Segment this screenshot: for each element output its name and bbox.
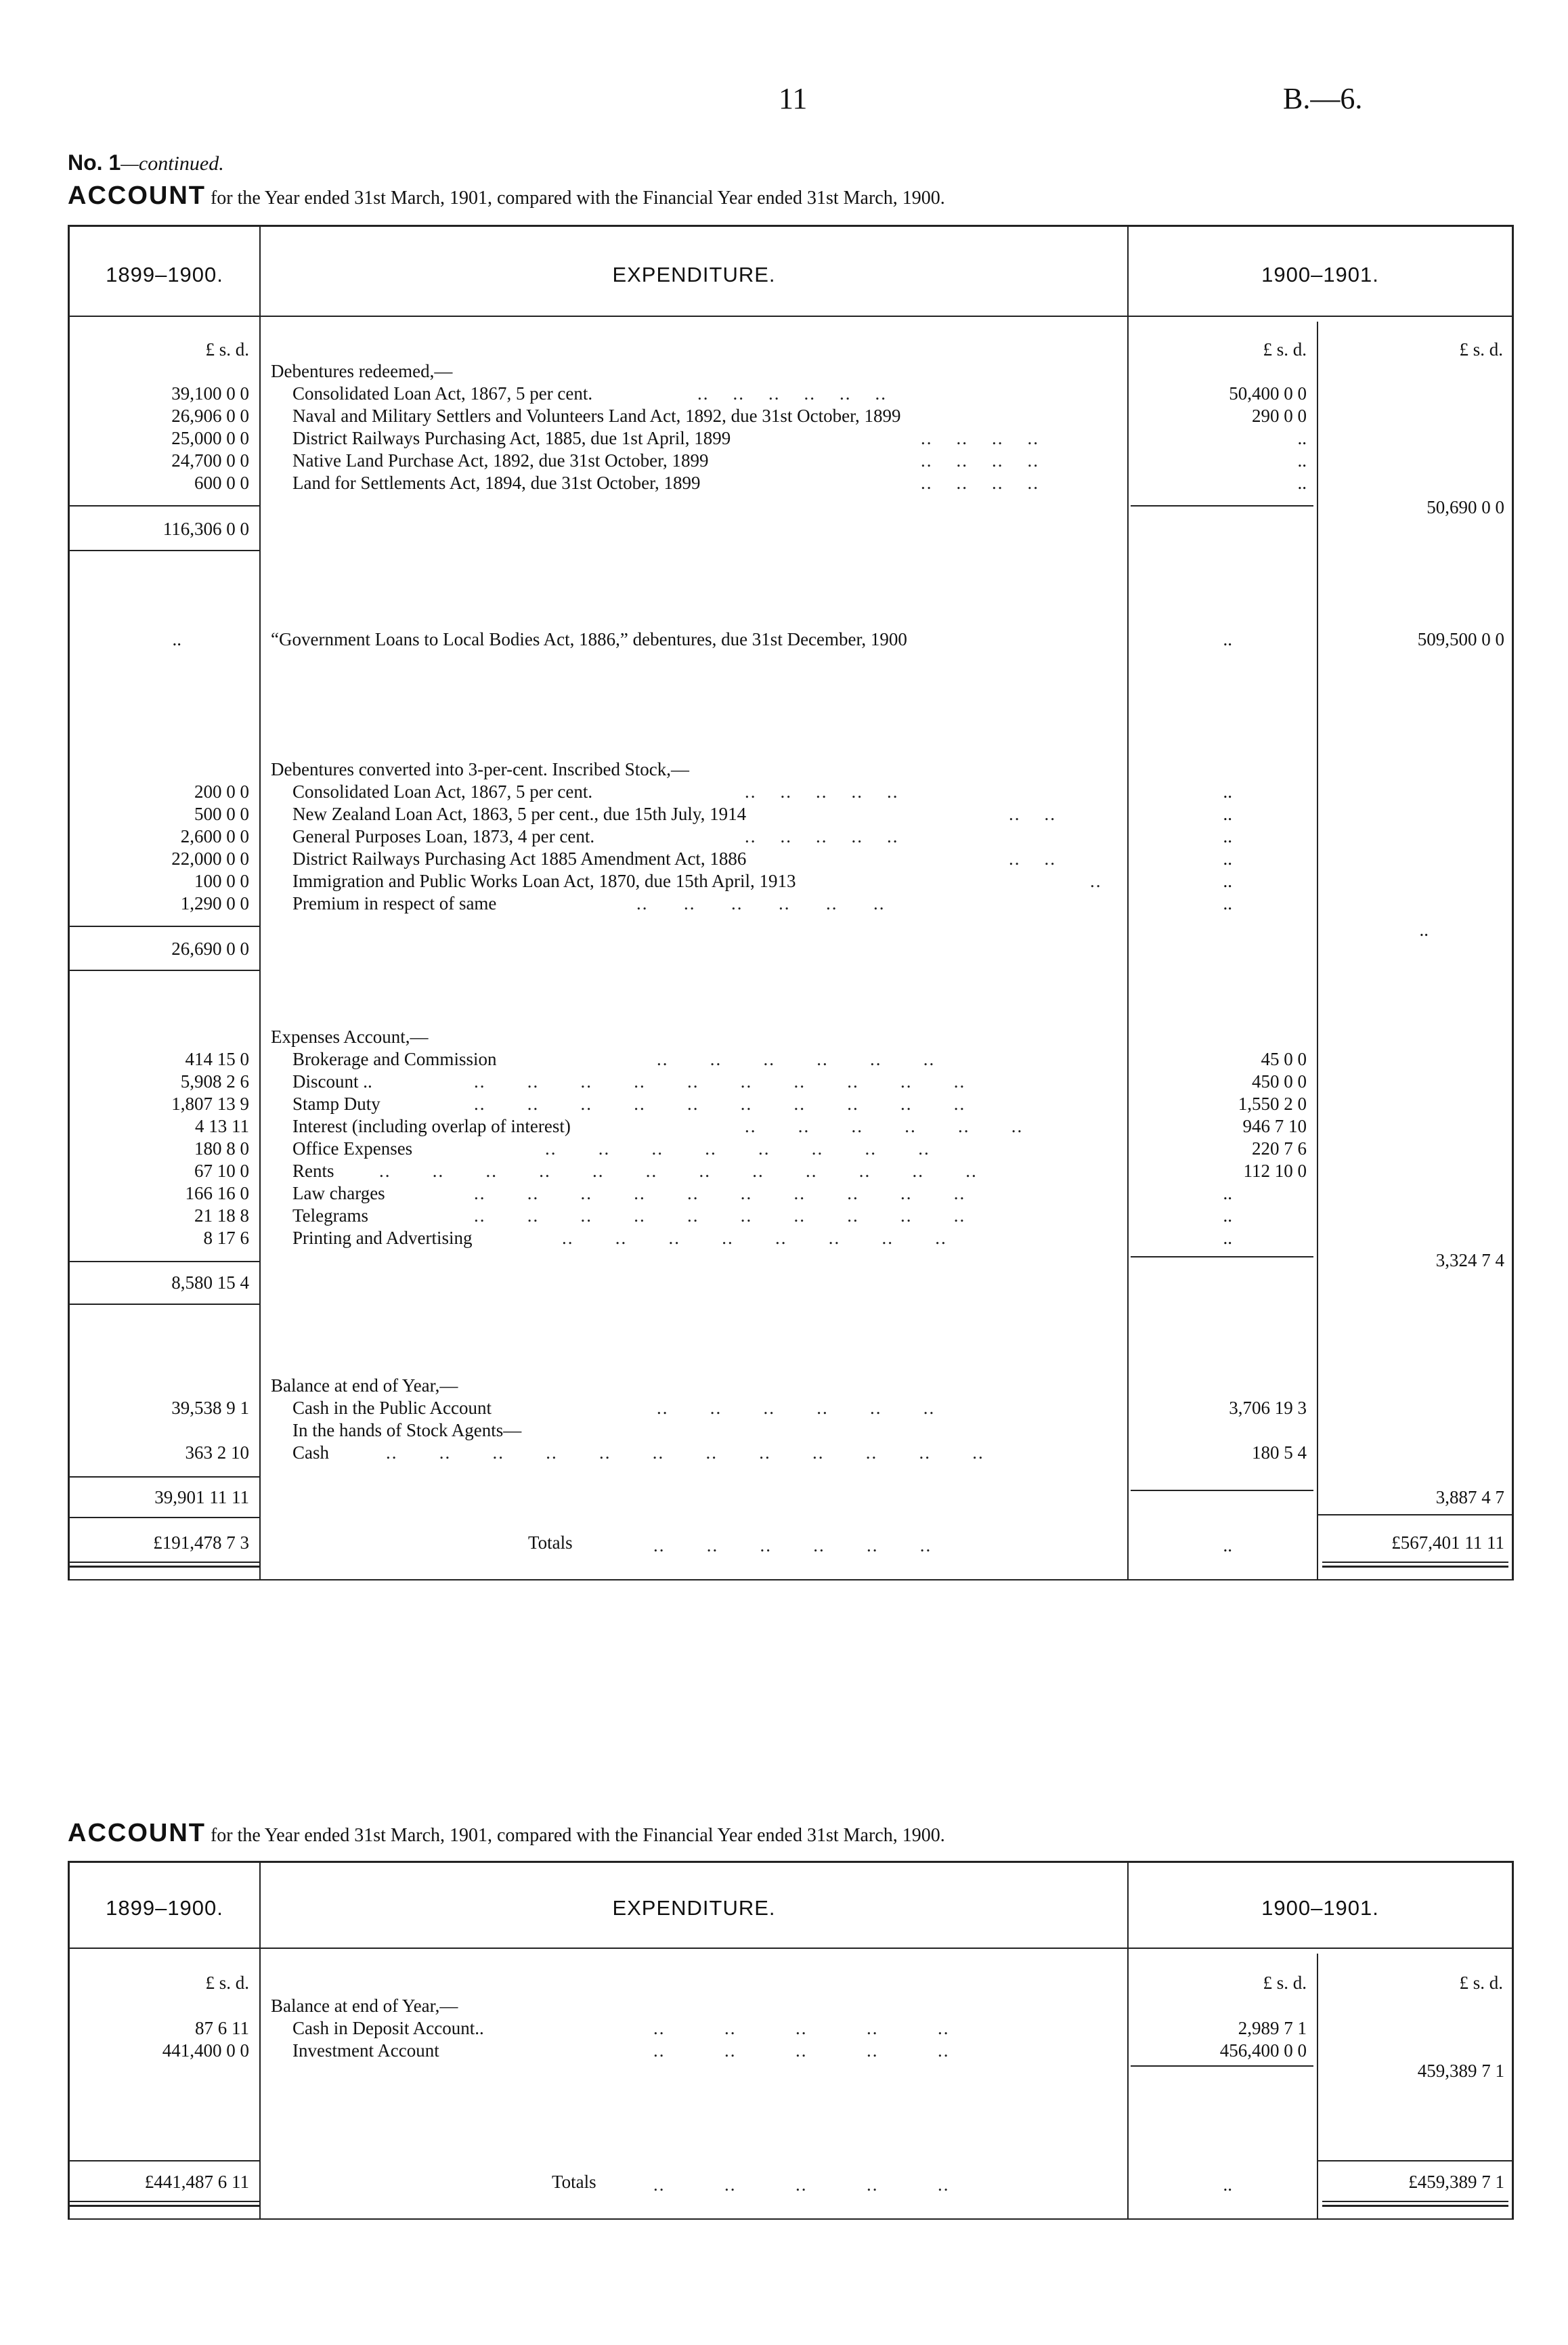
table-row: 67 10 0 bbox=[194, 1161, 249, 1181]
gov-loans-prev: .. bbox=[172, 629, 181, 649]
table-row: 363 2 10 bbox=[185, 1442, 249, 1463]
table-row: 2,989 7 1 bbox=[1238, 2018, 1307, 2038]
gov-loans-cur2: 509,500 0 0 bbox=[1417, 629, 1504, 649]
table1-col-left-header: 1899–1900. bbox=[106, 263, 223, 286]
table-row: Office Expenses bbox=[292, 1138, 413, 1159]
expenses-subtotal-cur: 3,324 7 4 bbox=[1435, 1250, 1504, 1270]
table2-title-rest: for the Year ended 31st March, 1901, compared with the Financial Year ended 31st March, 1900. bbox=[210, 1825, 945, 1846]
table-row: 2,600 0 0 bbox=[180, 826, 249, 846]
table-row: .. bbox=[1223, 804, 1232, 824]
table2-col-left-header: 1899–1900. bbox=[106, 1896, 223, 1920]
document-reference: B.—6. bbox=[1283, 82, 1363, 115]
table-row: 414 15 0 bbox=[185, 1049, 249, 1069]
leader-dots: .. .. .. .. .. .. bbox=[657, 1049, 936, 1069]
table-row: 3,706 19 3 bbox=[1229, 1398, 1307, 1418]
leader-dots: .. .. .. .. .. bbox=[653, 2174, 950, 2195]
table2-title bbox=[68, 1819, 945, 1848]
debentures-heading: Debentures redeemed,— bbox=[271, 361, 453, 381]
table-row: Native Land Purchase Act, 1892, due 31st October, 1899 bbox=[292, 450, 709, 471]
balance-heading: Balance at end of Year,— bbox=[271, 1375, 458, 1396]
table1-totals-cur: £567,401 11 11 bbox=[1391, 1532, 1504, 1553]
table-row: 5,908 2 6 bbox=[180, 1071, 249, 1092]
table-row: .. bbox=[1223, 826, 1232, 846]
table-row: 290 0 0 bbox=[1252, 406, 1307, 426]
table-row: .. bbox=[1223, 1228, 1232, 1248]
debentures-subtotal-prev: 116,306 0 0 bbox=[162, 519, 249, 539]
table1-totals-mid: .. bbox=[1223, 1535, 1232, 1555]
table1-col-right-header: 1900–1901. bbox=[1261, 263, 1379, 286]
leader-dots: .. .. .. .. .. bbox=[745, 826, 899, 846]
leader-dots: .. .. .. .. .. .. .. .. .. .. bbox=[474, 1183, 966, 1203]
table-row: 87 6 11 bbox=[195, 2018, 249, 2038]
table-row: Immigration and Public Works Loan Act, 1870, due 15th April, 1913 bbox=[292, 871, 796, 891]
table-row: Investment Account bbox=[292, 2040, 439, 2061]
table1-totals-label: Totals bbox=[528, 1532, 573, 1553]
table-row: 600 0 0 bbox=[194, 473, 249, 493]
table1-title-prefix: ACCOUNT bbox=[68, 181, 206, 210]
leader-dots: .. .. .. .. .. bbox=[653, 2040, 950, 2061]
table-row: 8 17 6 bbox=[203, 1228, 249, 1248]
leader-dots: .. .. bbox=[1009, 804, 1056, 824]
table-row: 26,906 0 0 bbox=[171, 406, 249, 426]
table-row: District Railways Purchasing Act 1885 Amendment Act, 1886 bbox=[292, 848, 747, 869]
balance-subtotal-cur: 3,887 4 7 bbox=[1435, 1487, 1504, 1507]
table1-unit-left: £ s. d. bbox=[205, 339, 249, 360]
table-row: 25,000 0 0 bbox=[171, 428, 249, 448]
table-row: 450 0 0 bbox=[1252, 1071, 1307, 1092]
table1-title bbox=[68, 181, 945, 211]
table-row: 441,400 0 0 bbox=[162, 2040, 249, 2061]
table1-totals-prev: £191,478 7 3 bbox=[153, 1532, 249, 1553]
table-row: Printing and Advertising bbox=[292, 1228, 473, 1248]
table-row: .. bbox=[1223, 1183, 1232, 1203]
table1-col-mid-header: EXPENDITURE. bbox=[612, 263, 776, 286]
leader-dots: .. .. .. .. bbox=[921, 473, 1039, 493]
leader-dots: .. .. .. .. .. .. .. .. .. .. bbox=[474, 1094, 966, 1114]
leader-dots: .. .. bbox=[1009, 848, 1056, 869]
table-row: Premium in respect of same bbox=[292, 893, 497, 913]
table-row: 100 0 0 bbox=[194, 871, 249, 891]
table-row: 946 7 10 bbox=[1242, 1116, 1307, 1136]
table2-totals-label: Totals bbox=[552, 2172, 596, 2192]
leader-dots: .. .. .. .. bbox=[921, 428, 1039, 448]
gov-loans-cur1: .. bbox=[1223, 629, 1232, 649]
table-row: 180 5 4 bbox=[1252, 1442, 1307, 1463]
table-row: 200 0 0 bbox=[194, 781, 249, 802]
table-row: 39,538 9 1 bbox=[171, 1398, 249, 1418]
table2-unit-left: £ s. d. bbox=[205, 1973, 249, 1993]
table-row: 4 13 11 bbox=[195, 1116, 249, 1136]
table-row: Cash bbox=[292, 1442, 329, 1463]
table-row: Rents bbox=[292, 1161, 334, 1181]
section-number: No. 1 bbox=[68, 150, 121, 175]
table-row: Land for Settlements Act, 1894, due 31st October, 1899 bbox=[292, 473, 701, 493]
table-row: General Purposes Loan, 1873, 4 per cent. bbox=[292, 826, 595, 846]
table-row: .. bbox=[1297, 473, 1307, 493]
table1-unit-right2: £ s. d. bbox=[1459, 339, 1503, 360]
converted-subtotal-cur: .. bbox=[1419, 920, 1429, 940]
table2-balance-heading: Balance at end of Year,— bbox=[271, 1996, 458, 2016]
table-row: 22,000 0 0 bbox=[171, 848, 249, 869]
leader-dots: .. .. .. .. .. .. .. .. .. .. .. .. bbox=[386, 1442, 984, 1463]
table-row: 39,100 0 0 bbox=[171, 383, 249, 404]
leader-dots: .. bbox=[1090, 871, 1102, 891]
table-row: Consolidated Loan Act, 1867, 5 per cent. bbox=[292, 383, 593, 404]
table-row: 24,700 0 0 bbox=[171, 450, 249, 471]
table-row: .. bbox=[1223, 871, 1232, 891]
leader-dots: .. .. .. .. .. .. .. .. bbox=[474, 1138, 930, 1159]
table-row: 45 0 0 bbox=[1261, 1049, 1307, 1069]
table-row: 50,400 0 0 bbox=[1229, 383, 1307, 404]
page-number: 11 bbox=[779, 82, 808, 115]
continued-suffix: —continued. bbox=[121, 152, 224, 175]
table1-title-rest: for the Year ended 31st March, 1901, compared with the Financial Year ended 31st March, 1900. bbox=[210, 188, 945, 209]
leader-dots: .. .. .. .. .. .. bbox=[653, 1535, 932, 1555]
table-row: Brokerage and Commission bbox=[292, 1049, 497, 1069]
leader-dots: .. .. .. .. .. .. bbox=[745, 1116, 1024, 1136]
leader-dots: .. .. .. .. .. .. bbox=[636, 893, 886, 913]
table-row: Interest (including overlap of interest) bbox=[292, 1116, 571, 1136]
leader-dots: .. .. .. .. .. bbox=[653, 2018, 950, 2038]
table-row: District Railways Purchasing Act, 1885, due 1st April, 1899 bbox=[292, 428, 731, 448]
table-row: 1,807 13 9 bbox=[171, 1094, 249, 1114]
leader-dots: .. .. .. .. .. .. .. .. .. .. .. .. bbox=[379, 1161, 978, 1181]
table-row: 112 10 0 bbox=[1243, 1161, 1307, 1181]
table2-col-mid-header: EXPENDITURE. bbox=[612, 1896, 776, 1920]
table2-col-right-header: 1900–1901. bbox=[1261, 1896, 1379, 1920]
balance-subtotal-prev: 39,901 11 11 bbox=[154, 1487, 249, 1507]
continued-heading bbox=[68, 150, 224, 175]
table1-unit-right1: £ s. d. bbox=[1263, 339, 1307, 360]
leader-dots: .. .. .. .. bbox=[921, 450, 1039, 471]
table-row: Law charges bbox=[292, 1183, 385, 1203]
gov-loans-description: “Government Loans to Local Bodies Act, 1886,” debentures, due 31st December, 1900 bbox=[271, 629, 907, 649]
table-row: 21 18 8 bbox=[194, 1205, 249, 1226]
table-row: .. bbox=[1223, 893, 1232, 913]
table-row: Telegrams bbox=[292, 1205, 369, 1226]
table-row: 1,550 2 0 bbox=[1238, 1094, 1307, 1114]
table-row: Consolidated Loan Act, 1867, 5 per cent. bbox=[292, 781, 593, 802]
table-row: .. bbox=[1223, 1205, 1232, 1226]
table-row: Cash in the Public Account bbox=[292, 1398, 492, 1418]
table2-totals-prev: £441,487 6 11 bbox=[144, 2172, 249, 2192]
converted-subtotal-prev: 26,690 0 0 bbox=[171, 939, 249, 959]
leader-dots: .. .. .. .. .. bbox=[745, 781, 899, 802]
table-row: Naval and Military Settlers and Volunteers Land Act, 1892, due 31st October, 1899 bbox=[292, 406, 901, 426]
leader-dots: .. .. .. .. .. .. bbox=[657, 1398, 936, 1418]
table-row: 166 16 0 bbox=[185, 1183, 249, 1203]
leader-dots: .. .. .. .. .. .. .. .. bbox=[562, 1228, 947, 1248]
table-row: .. bbox=[1297, 450, 1307, 471]
table2-totals-cur: £459,389 7 1 bbox=[1408, 2172, 1504, 2192]
converted-heading: Debentures converted into 3-per-cent. Inscribed Stock,— bbox=[271, 759, 689, 779]
table2-title-prefix: ACCOUNT bbox=[68, 1819, 206, 1847]
table-row: 220 7 6 bbox=[1252, 1138, 1307, 1159]
table-row: .. bbox=[1223, 848, 1232, 869]
table2-totals-mid: .. bbox=[1223, 2174, 1232, 2195]
table-row: In the hands of Stock Agents— bbox=[292, 1420, 522, 1440]
table-row: Stamp Duty bbox=[292, 1094, 380, 1114]
table-row: .. bbox=[1297, 428, 1307, 448]
leader-dots: .. .. .. .. .. .. .. .. .. .. bbox=[474, 1205, 966, 1226]
table-row: New Zealand Loan Act, 1863, 5 per cent., due 15th July, 1914 bbox=[292, 804, 747, 824]
expenses-heading: Expenses Account,— bbox=[271, 1027, 429, 1047]
table-row: 180 8 0 bbox=[194, 1138, 249, 1159]
table-row: Discount .. bbox=[292, 1071, 372, 1092]
debentures-subtotal-cur: 50,690 0 0 bbox=[1427, 497, 1504, 517]
table2-unit-right2: £ s. d. bbox=[1459, 1973, 1503, 1993]
leader-dots: .. .. .. .. .. .. bbox=[697, 383, 887, 404]
table-row: 1,290 0 0 bbox=[180, 893, 249, 913]
table-row: 456,400 0 0 bbox=[1219, 2040, 1307, 2061]
table2-unit-right1: £ s. d. bbox=[1263, 1973, 1307, 1993]
expenses-subtotal-prev: 8,580 15 4 bbox=[171, 1272, 249, 1293]
table-row: 500 0 0 bbox=[194, 804, 249, 824]
table-row: Cash in Deposit Account.. bbox=[292, 2018, 484, 2038]
leader-dots: .. .. .. .. .. .. .. .. .. .. bbox=[474, 1071, 966, 1092]
table2-subtotal-cur: 459,389 7 1 bbox=[1417, 2061, 1504, 2081]
table-row: .. bbox=[1223, 781, 1232, 802]
